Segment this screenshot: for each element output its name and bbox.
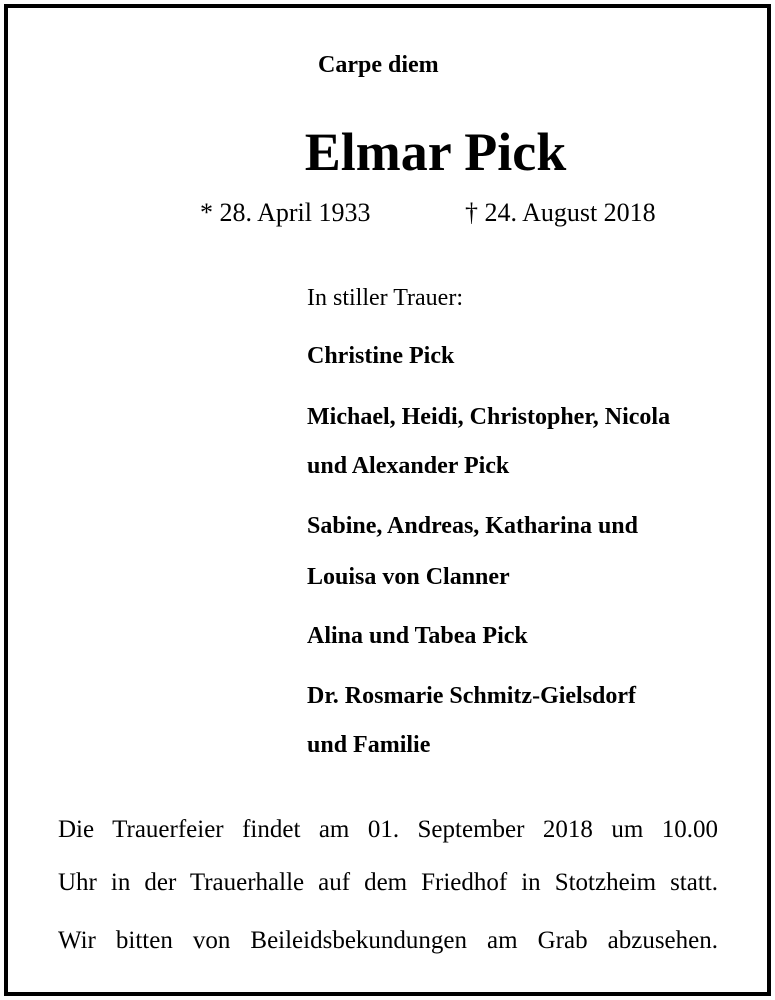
mourners-heading: In stiller Trauer: [307,285,463,311]
mourner-line: Michael, Heidi, Christopher, Nicola [307,404,671,430]
death-date: † 24. August 2018 [465,198,656,227]
condolence-notice: Wir bitten von Beileidsbekundungen am Grab abzusehen. [58,927,718,954]
mourner-line: Alina und Tabea Pick [307,623,528,649]
mourner-line: Dr. Rosmarie Schmitz-Gielsdorf [307,683,637,709]
service-notice-line: Uhr in der Trauerhalle auf dem Friedhof in Stotzheim statt. [58,869,718,896]
motto: Carpe diem [318,52,439,78]
deceased-name: Elmar Pick [304,122,567,182]
mourner-line: und Alexander Pick [307,453,510,479]
mourner-line: und Familie [307,732,431,758]
mourner-line: Sabine, Andreas, Katharina und [307,513,638,539]
mourner-line: Louisa von Clanner [307,564,510,590]
service-notice-line: Die Trauerfeier findet am 01. September 2018 um 10.00 [58,816,718,843]
birth-date: * 28. April 1933 [200,198,371,227]
mourner-line: Christine Pick [307,343,455,369]
